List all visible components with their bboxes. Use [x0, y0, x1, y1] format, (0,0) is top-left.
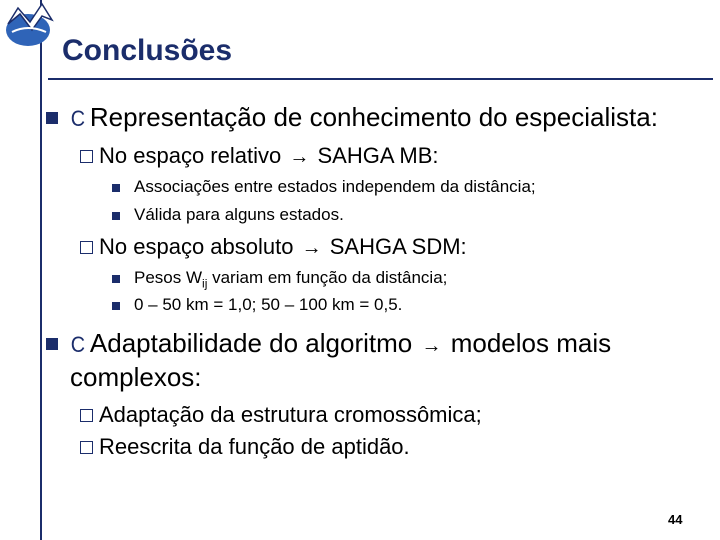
left-rule: [40, 0, 42, 540]
bullet-square-icon: [112, 212, 120, 220]
item-valid: [134, 205, 344, 225]
subbullet-tail: SAHGA SDM:: [329, 234, 467, 259]
bullet-square-icon: [46, 112, 58, 124]
subbullet-structure: [80, 402, 482, 428]
subbullet-text: Reescrita da função de aptidão.: [99, 434, 410, 459]
bullet-knowledge: [70, 102, 658, 133]
hollow-square-icon: [80, 241, 93, 254]
item-associations: [134, 177, 536, 197]
bullet-square-icon: [46, 338, 58, 350]
item-text-pre: Pesos W: [134, 268, 203, 287]
bullet-square-icon: [112, 184, 120, 192]
hollow-square-icon: [80, 441, 93, 454]
hollow-square-icon: [80, 409, 93, 422]
bullet-text: Representação de conhecimento do especialista:: [89, 102, 658, 132]
c-marker-icon: C: [70, 332, 86, 357]
arrow-right-icon: →: [301, 237, 322, 259]
inpe-logo-icon: [2, 2, 58, 50]
bullet-square-icon: [112, 275, 120, 283]
item-text: Válida para alguns estados.: [134, 205, 344, 224]
item-text-post: variam em função da distância;: [207, 268, 448, 287]
bullet-text: Adaptabilidade do algoritmo: [89, 328, 413, 358]
page-number: 44: [668, 512, 683, 527]
bullet-text-cont: complexos:: [70, 362, 202, 392]
subbullet-text: Adaptação da estrutura cromossômica;: [99, 402, 482, 427]
hollow-square-icon: [80, 150, 93, 163]
item-text: 0 – 50 km = 1,0; 50 – 100 km = 0,5.: [134, 295, 403, 314]
title-underline: [48, 78, 713, 80]
arrow-right-icon: →: [289, 146, 310, 168]
item-text: Associações entre estados independem da distância;: [134, 177, 536, 196]
slide-title: Conclusões: [62, 34, 233, 67]
arrow-right-icon: →: [421, 335, 442, 357]
subbullet-fitness: [80, 434, 410, 460]
subbullet-tail: SAHGA MB:: [317, 143, 439, 168]
bullet-adaptability-cont: [70, 362, 202, 393]
subbullet-text: No espaço absoluto: [99, 234, 294, 259]
item-subscript: ij: [202, 276, 208, 291]
bullet-square-icon: [112, 302, 120, 310]
bullet-adaptability: [70, 328, 611, 359]
subbullet-text: No espaço relativo: [99, 143, 282, 168]
c-marker-icon: C: [70, 106, 86, 131]
bullet-tail: modelos mais: [450, 328, 612, 358]
item-weights: [134, 268, 447, 290]
subbullet-absolute: [80, 234, 467, 260]
subbullet-relative: [80, 143, 439, 169]
item-distances: [134, 295, 402, 315]
